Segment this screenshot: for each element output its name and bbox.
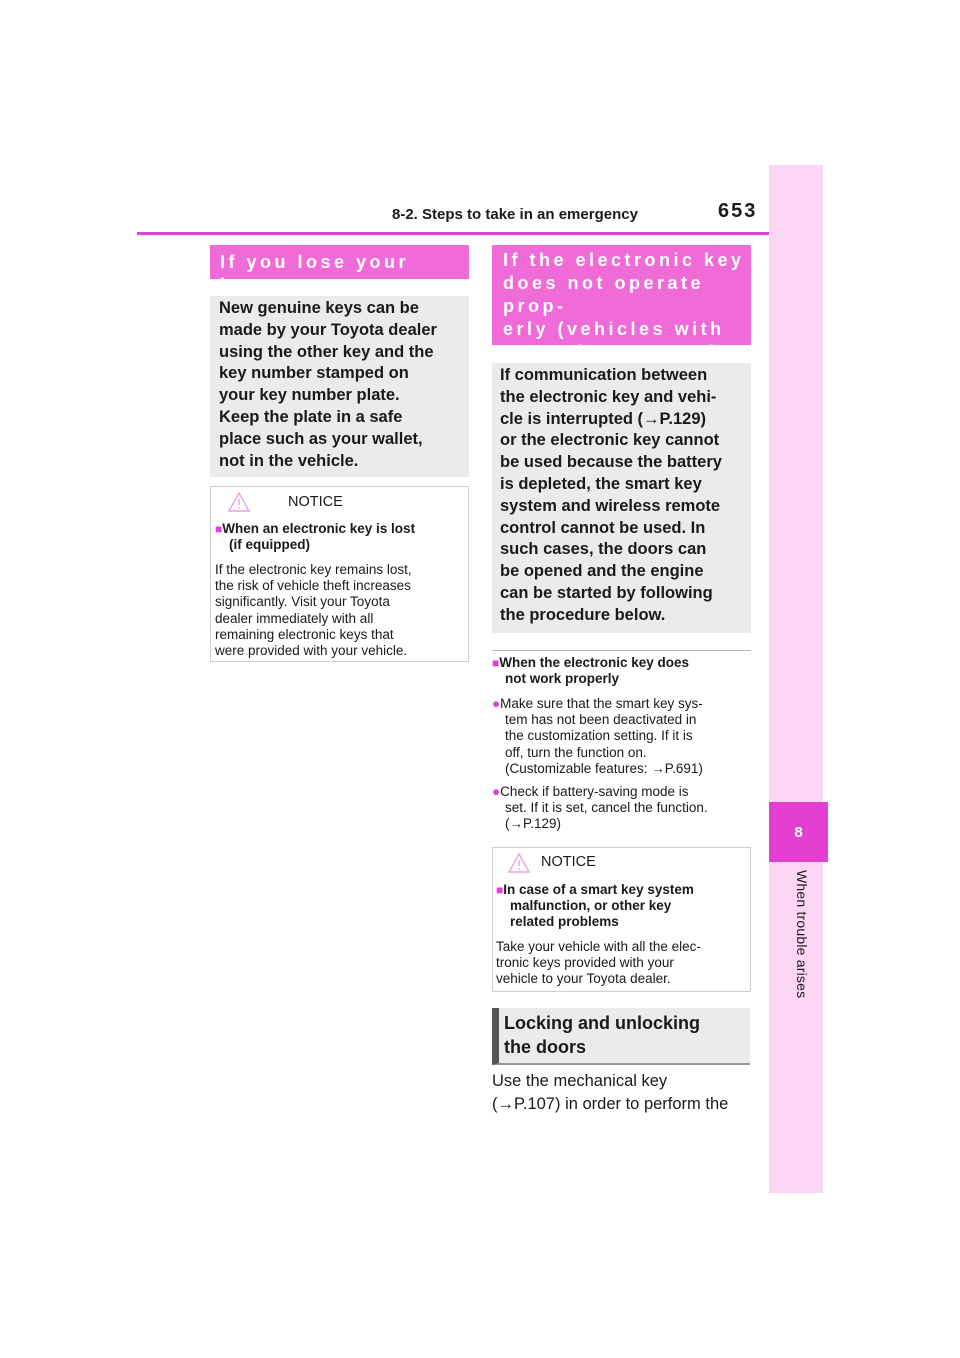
notice-body-line: If the electronic key remains lost, — [215, 562, 412, 577]
box-line: or the electronic key cannot — [500, 431, 720, 450]
locking-heading: Locking and unlocking the doors — [492, 1008, 750, 1065]
box-line: using the other key and the — [219, 342, 434, 361]
notice-subheading: malfunction, or other key — [510, 898, 672, 913]
bullet-line: tem has not been deactivated in — [505, 712, 697, 728]
box-line: Keep the plate in a safe — [219, 407, 403, 426]
notice-title: NOTICE — [288, 494, 343, 510]
warning-triangle-icon — [228, 492, 250, 512]
circle-bullet-icon: ● — [492, 696, 501, 711]
box-line: If communication between — [500, 366, 708, 384]
box-line: such cases, the doors can — [500, 540, 707, 559]
box-line: key number stamped on — [219, 364, 409, 383]
notice-body-line: vehicle to your Toyota dealer. — [496, 971, 671, 987]
notice-body-line: were provided with your vehicle. — [215, 643, 408, 659]
notice-body-line: dealer immediately with all — [215, 610, 374, 626]
notice-body-line: remaining electronic keys that — [215, 626, 394, 642]
box-line: be opened and the engine — [500, 562, 704, 581]
box-line: the electronic key and vehi- — [500, 387, 717, 406]
notice-title: NOTICE — [541, 854, 596, 870]
square-bullet-icon: ■ — [496, 883, 504, 897]
notice-smart-key-malfunction — [492, 847, 751, 992]
bullet-line: Make sure that the smart key sys- — [500, 696, 703, 711]
electronic-key-heading: If the electronic key does not operate prop- erly (vehicles with smart key system) — [492, 245, 751, 345]
electronic-key-box — [492, 363, 751, 633]
box-line: be used because the battery — [500, 453, 722, 472]
box-line: New genuine keys can be — [219, 299, 419, 317]
box-line: not in the vehicle. — [219, 451, 359, 470]
bullet-line: Check if battery-saving mode is — [500, 784, 689, 800]
square-bullet-icon: ■ — [215, 522, 223, 536]
box-line: control cannot be used. In — [500, 518, 706, 537]
warning-triangle-icon — [508, 853, 530, 873]
chapter-title: When trouble arises — [794, 870, 810, 999]
notice-subheading: (if equipped) — [229, 537, 310, 552]
divider — [492, 650, 751, 651]
bullet-line: the customization setting. If it is — [505, 728, 693, 744]
lose-keys-heading: If you lose your keys — [210, 245, 469, 279]
section-title: 8-2. Steps to take in an emergency — [392, 206, 638, 223]
circle-bullet-icon: ● — [492, 784, 501, 800]
notice-lost-key — [210, 486, 469, 662]
chapter-side-strip — [769, 165, 823, 1193]
chapter-number-tab: 8 — [769, 802, 828, 862]
bullet-line: (Customizable features: →P.691) — [505, 760, 703, 776]
bullet-line: (→P.129) — [505, 816, 562, 832]
notice-body-line: Take your vehicle with all the elec- — [496, 939, 701, 954]
notice-subheading: related problems — [510, 914, 619, 929]
notice-subheading: In case of a smart key system — [503, 882, 694, 897]
box-line: can be started by following — [500, 583, 713, 602]
page-number: 653 — [718, 200, 758, 222]
box-line: system and wireless remote — [500, 496, 721, 515]
notice-body-line: the risk of vehicle theft increases — [215, 578, 411, 594]
notice-body-line: tronic keys provided with your — [496, 955, 674, 971]
square-bullet-icon: ■ — [492, 656, 500, 670]
body-line: (→P.107) in order to perform the — [492, 1095, 729, 1113]
bullet-line: off, turn the function on. — [505, 744, 647, 760]
box-line: cle is interrupted (→P.129) — [500, 409, 707, 428]
key-not-working-section — [492, 655, 754, 833]
box-line: your key number plate. — [219, 386, 400, 405]
header-rule — [137, 232, 769, 235]
box-line: is depleted, the smart key — [500, 474, 702, 493]
body-line: Use the mechanical key — [492, 1072, 668, 1090]
notice-subheading: When an electronic key is lost — [222, 521, 416, 536]
bullet-line: set. If it is set, cancel the function. — [505, 800, 708, 816]
body-paragraph — [492, 1070, 728, 1116]
box-line: the procedure below. — [500, 605, 666, 624]
lose-keys-box — [210, 296, 469, 477]
subheading: not work properly — [505, 671, 620, 686]
box-line: place such as your wallet, — [219, 429, 423, 448]
notice-body-line: significantly. Visit your Toyota — [215, 594, 390, 610]
box-line: made by your Toyota dealer — [219, 320, 437, 339]
subheading: When the electronic key does — [499, 655, 690, 670]
